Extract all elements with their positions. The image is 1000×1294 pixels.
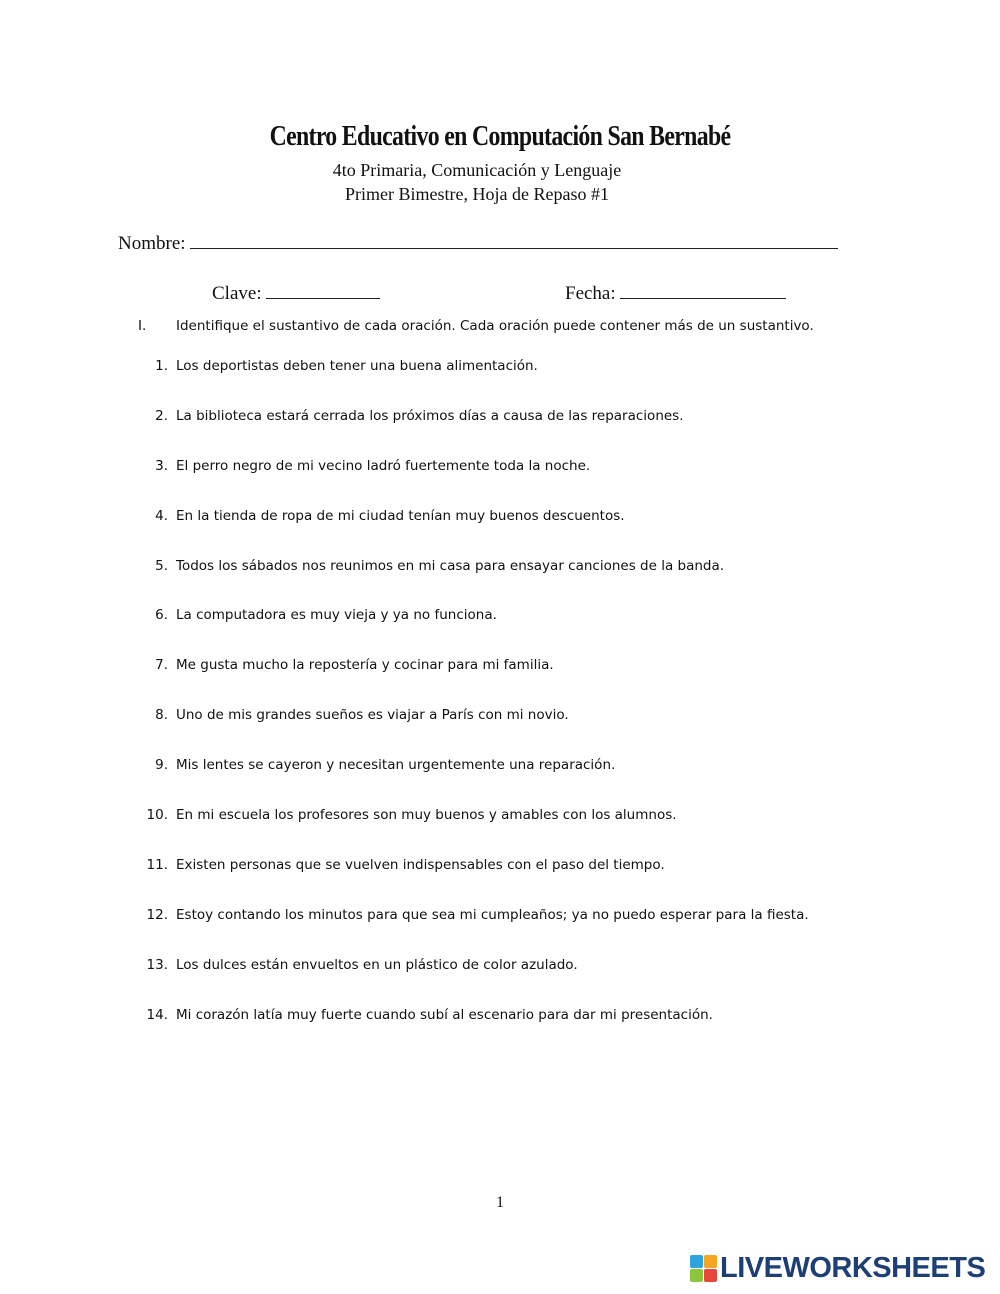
logo-square-blue	[690, 1255, 703, 1268]
question-number: 12.	[146, 906, 168, 923]
question-number: 5.	[155, 557, 168, 574]
question-item	[138, 1007, 809, 1057]
question-text: Existen personas que se vuelven indispensables con el paso del tiempo.	[176, 856, 665, 873]
subtitle-term-sheet: Primer Bimestre, Hoja de Repaso #1	[345, 184, 609, 204]
date-label: Fecha:	[565, 283, 616, 304]
section-numeral: I.	[138, 318, 147, 334]
question-item	[138, 907, 809, 957]
instruction-text: Identifique el sustantivo de cada oración. Cada oración puede contener más de un sustantivo.	[176, 318, 814, 334]
question-item	[138, 508, 809, 558]
subtitle-grade-subject: 4to Primaria, Comunicación y Lenguaje	[332, 160, 622, 180]
question-item	[138, 458, 809, 508]
logo-square-orange	[704, 1255, 717, 1268]
question-item	[138, 857, 809, 907]
date-field-row	[565, 280, 786, 305]
question-item	[138, 558, 809, 608]
question-text: El perro negro de mi vecino ladró fuertemente toda la noche.	[176, 457, 591, 474]
question-text: Uno de mis grandes sueños es viajar a París con mi novio.	[176, 707, 569, 724]
question-number: 9.	[155, 757, 168, 774]
page-title: Centro Educativo en Computación San Bernabé	[269, 120, 731, 152]
question-item	[138, 707, 809, 757]
section-instruction	[138, 318, 814, 334]
question-text: Mis lentes se cayeron y necesitan urgentemente una reparación.	[176, 757, 616, 774]
question-number: 3.	[155, 457, 168, 474]
logo-square-red	[704, 1269, 717, 1282]
question-item	[138, 807, 809, 857]
question-number: 10.	[146, 807, 168, 824]
question-text: La computadora es muy vieja y ya no funciona.	[176, 607, 497, 624]
question-number: 13.	[146, 956, 168, 973]
question-text: La biblioteca estará cerrada los próximos días a causa de las reparaciones.	[176, 407, 684, 424]
question-list	[138, 358, 809, 1056]
question-item	[138, 657, 809, 707]
logo-square-green	[690, 1269, 703, 1282]
question-text: Todos los sábados nos reunimos en mi casa para ensayar canciones de la banda.	[176, 557, 725, 574]
liveworksheets-brand	[690, 1254, 985, 1283]
question-item	[138, 607, 809, 657]
liveworksheets-logo-icon	[690, 1255, 717, 1282]
question-number: 1.	[155, 358, 168, 374]
question-number: 14.	[146, 1006, 168, 1023]
question-text: Estoy contando los minutos para que sea mi cumpleaños; ya no puedo esperar para la fiesta.	[176, 906, 809, 923]
question-item	[138, 957, 809, 1007]
question-text: Los dulces están envueltos en un plástico de color azulado.	[176, 956, 578, 973]
name-label: Nombre:	[118, 233, 186, 254]
question-item	[138, 757, 809, 807]
name-blank-line[interactable]	[190, 230, 838, 249]
name-field-row	[118, 230, 838, 255]
brand-name: LIVEWORKSHEETS	[720, 1252, 986, 1284]
question-text: Mi corazón latía muy fuerte cuando subí al escenario para dar mi presentación.	[176, 1006, 713, 1023]
question-number: 8.	[155, 707, 168, 724]
question-number: 6.	[155, 607, 168, 624]
question-text: En la tienda de ropa de mi ciudad tenían muy buenos descuentos.	[176, 507, 625, 524]
question-item	[138, 358, 809, 408]
question-number: 11.	[146, 856, 168, 873]
question-number: 4.	[155, 507, 168, 524]
page-number: 1	[496, 1194, 504, 1211]
question-text: Los deportistas deben tener una buena alimentación.	[176, 358, 538, 374]
question-text: En mi escuela los profesores son muy buenos y amables con los alumnos.	[176, 807, 677, 824]
question-number: 7.	[155, 657, 168, 674]
question-text: Me gusta mucho la repostería y cocinar para mi familia.	[176, 657, 554, 674]
date-blank-line[interactable]	[620, 280, 786, 299]
question-item	[138, 408, 809, 458]
question-number: 2.	[155, 407, 168, 424]
code-label: Clave:	[212, 283, 262, 304]
code-blank-line[interactable]	[266, 280, 380, 299]
code-field-row	[212, 280, 380, 305]
